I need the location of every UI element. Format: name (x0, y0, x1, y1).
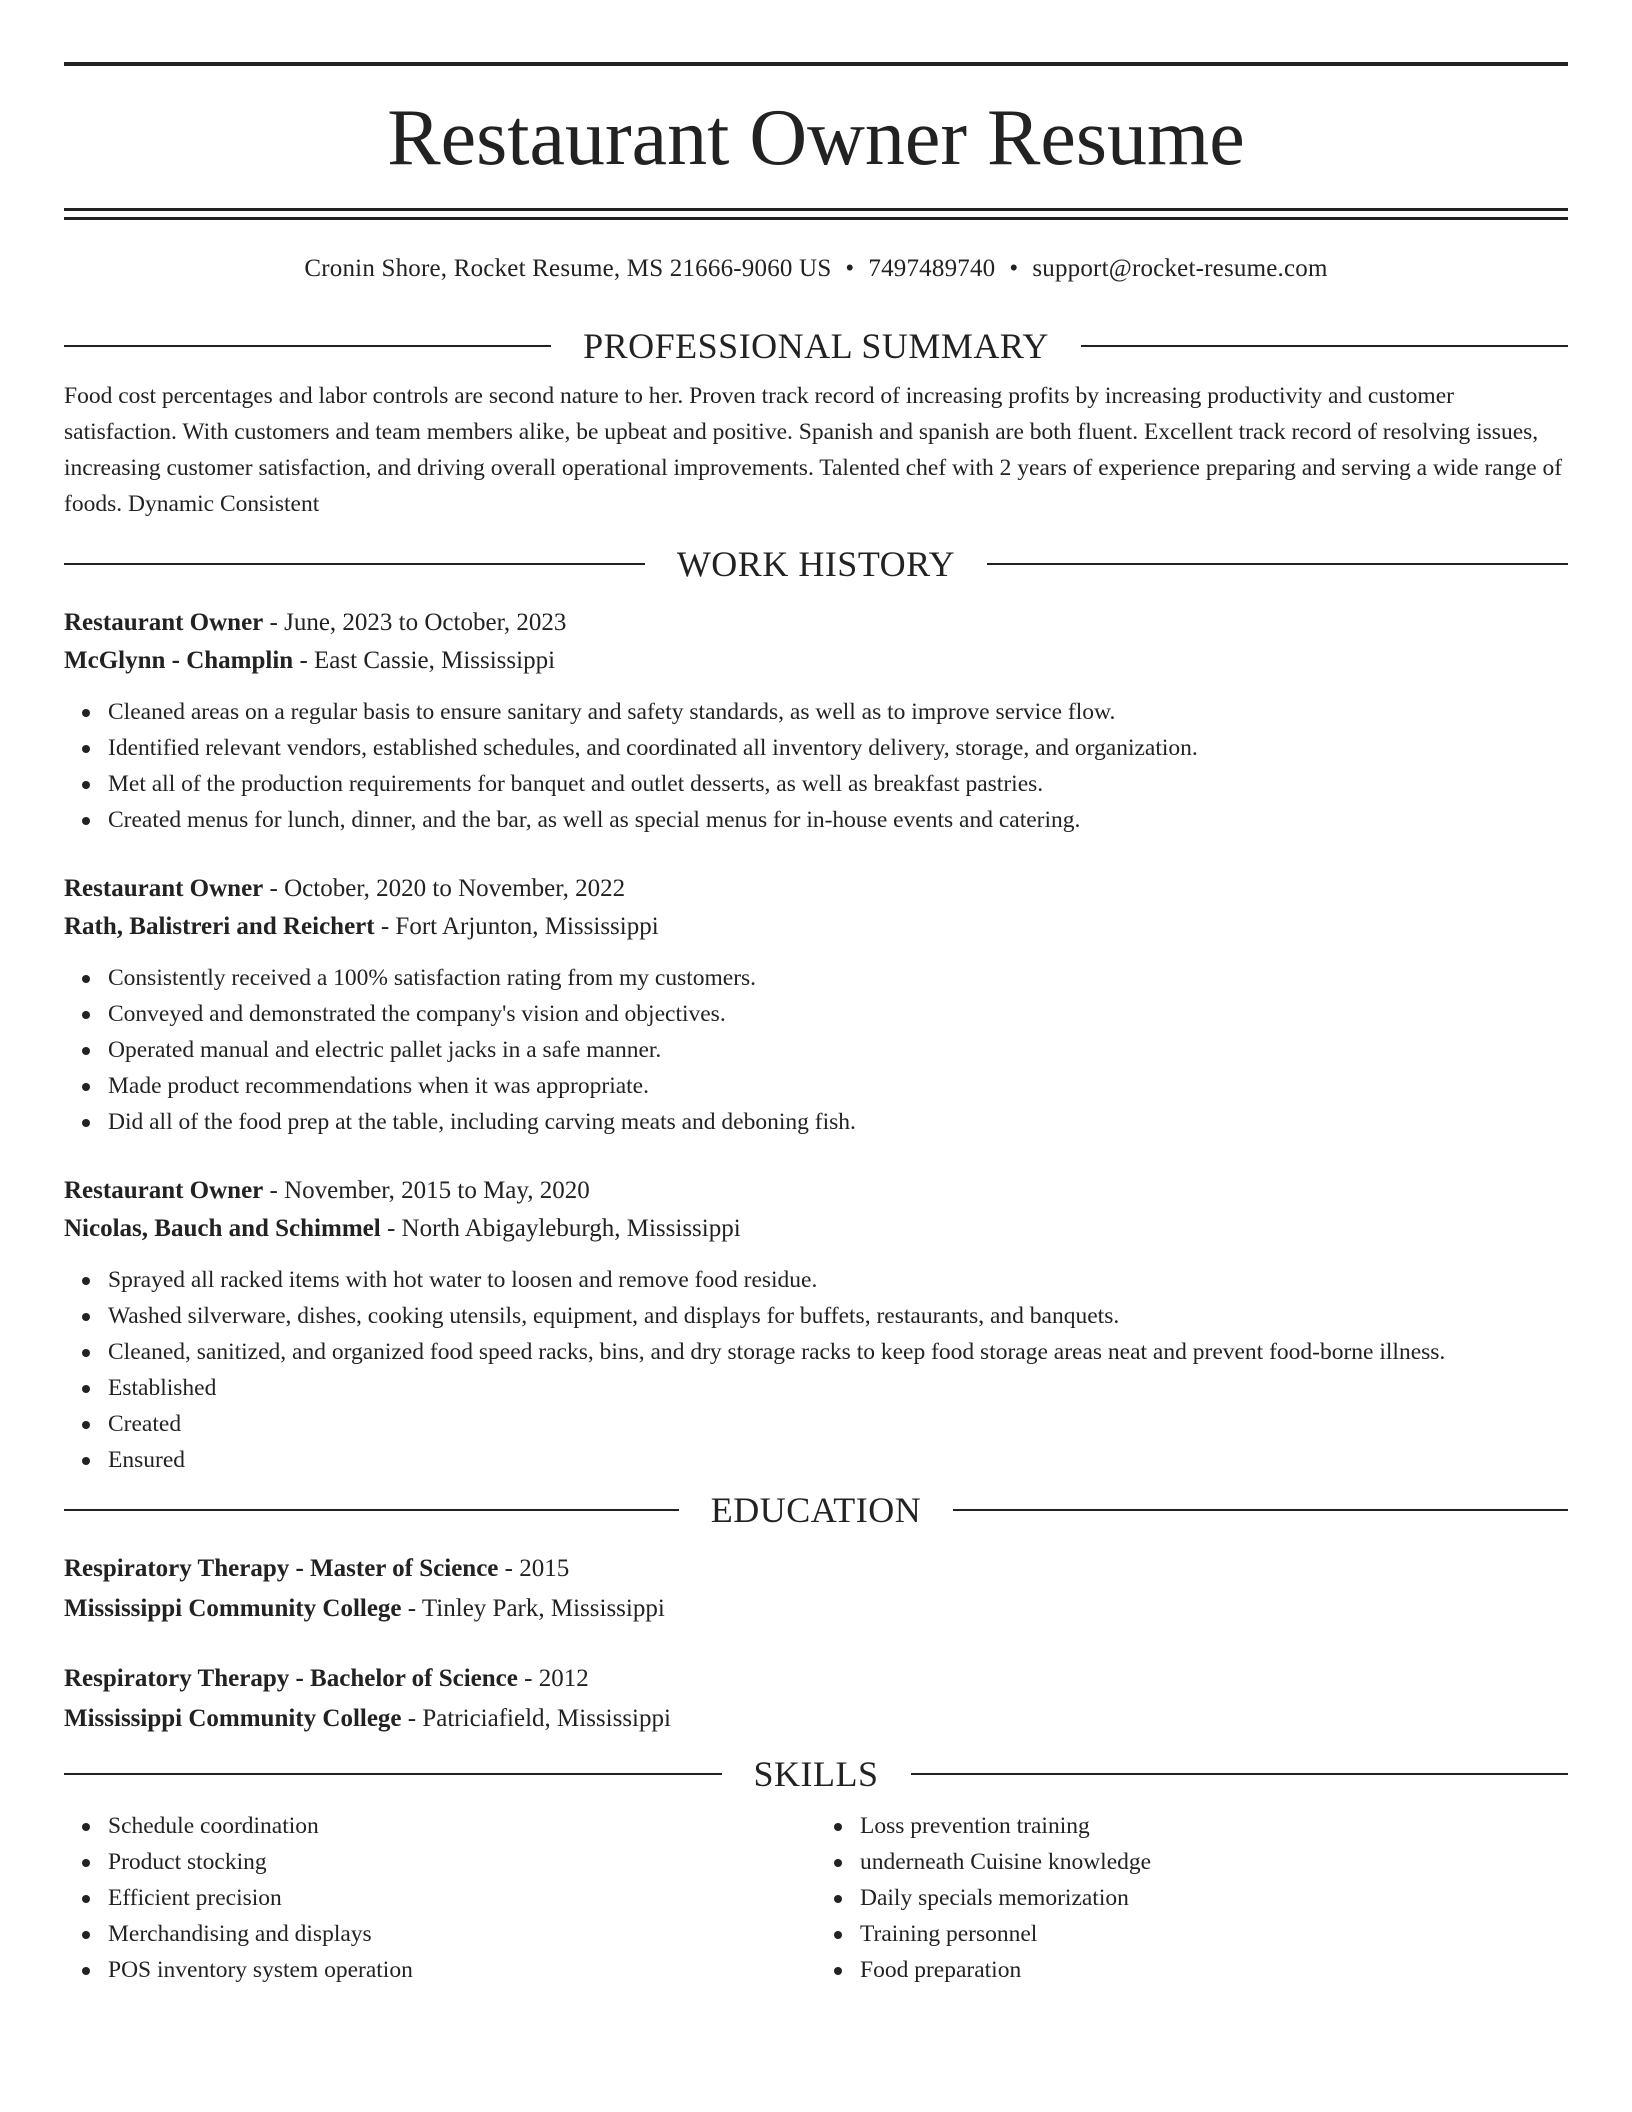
job-bullet: Did all of the food prep at the table, including carving meats and deboning fish. (108, 1104, 1568, 1140)
summary-text: Food cost percentages and labor controls are second nature to her. Proven track record of increasing profits by increasing productivity and customer satisfaction. With customers and team members alike, be upbeat and positive. Spanish and spanish are both fluent. Excellent track record of resolving issues, increasing customer satisfaction, and driving overall operational improvements. Talented chef with 2 years of experience preparing and serving a wide range of foods. Dynamic Consistent (64, 383, 1563, 517)
heading-rule-right (953, 1509, 1568, 1511)
summary-heading: PROFESSIONAL SUMMARY (583, 326, 1049, 366)
skill-item: Schedule coordination (108, 1808, 816, 1844)
education-entry (64, 1550, 1568, 1628)
contact-separator: • (1009, 255, 1019, 282)
work-heading: WORK HISTORY (676, 544, 956, 584)
heading-rule-left (64, 1773, 722, 1775)
job-title-line (64, 604, 1568, 642)
school-line (64, 1700, 1568, 1738)
job-bullet: Identified relevant vendors, established schedules, and coordinated all inventory delivery, storage, and organization. (108, 730, 1568, 766)
degree: Respiratory Therapy - Master of Science (64, 1555, 499, 1582)
work-section-heading (64, 542, 1568, 586)
job-company-line (64, 908, 1568, 946)
job-title-line (64, 1172, 1568, 1210)
skill-item: underneath Cuisine knowledge (860, 1844, 1568, 1880)
job-bullet: Cleaned, sanitized, and organized food speed racks, bins, and dry storage racks to keep food storage areas neat and prevent food-borne illness. (108, 1334, 1568, 1370)
degree-year: - 2015 (504, 1555, 570, 1582)
job-bullets (64, 1262, 1568, 1478)
job-dates: - October, 2020 to November, 2022 (269, 875, 626, 902)
job-bullets (64, 960, 1568, 1140)
degree-year: - 2012 (524, 1665, 589, 1692)
education-section-heading (64, 1488, 1568, 1532)
summary-section-heading (64, 324, 1568, 368)
skill-item: Product stocking (108, 1844, 816, 1880)
skill-item: Food preparation (860, 1952, 1568, 1988)
job-entry (64, 1172, 1568, 1478)
contact-line (64, 254, 1568, 284)
job-bullets (64, 694, 1568, 838)
job-bullet: Met all of the production requirements for banquet and outlet desserts, as well as breakfast pastries. (108, 766, 1568, 802)
contact-separator: • (845, 255, 855, 282)
school-location: - Patriciafield, Mississippi (407, 1705, 671, 1732)
job-company-line (64, 642, 1568, 680)
job-bullet: Ensured (108, 1442, 1568, 1478)
heading-rule-left (64, 1509, 679, 1511)
degree-line (64, 1550, 1568, 1588)
skills-list-left (64, 1808, 816, 1988)
top-rule (64, 62, 1568, 66)
job-bullet: Created (108, 1406, 1568, 1442)
skill-item: Training personnel (860, 1916, 1568, 1952)
degree-line (64, 1660, 1568, 1698)
job-bullet: Operated manual and electric pallet jacks in a safe manner. (108, 1032, 1568, 1068)
heading-rule-left (64, 563, 645, 565)
education-heading: EDUCATION (710, 1490, 922, 1530)
school: Mississippi Community College (64, 1595, 402, 1622)
job-company: McGlynn - Champlin (64, 647, 294, 674)
job-bullet: Washed silverware, dishes, cooking utensils, equipment, and displays for buffets, restaurants, and banquets. (108, 1298, 1568, 1334)
education-entry (64, 1660, 1568, 1738)
resume-title: Restaurant Owner Resume (387, 94, 1245, 182)
job-company: Nicolas, Bauch and Schimmel (64, 1215, 381, 1242)
skill-item: Efficient precision (108, 1880, 816, 1916)
skills-list-right (816, 1808, 1568, 1988)
heading-rule-right (911, 1773, 1569, 1775)
job-title: Restaurant Owner (64, 875, 264, 902)
job-location: - East Cassie, Mississippi (299, 647, 556, 674)
skills-columns (64, 1808, 1568, 1988)
job-dates: - June, 2023 to October, 2023 (269, 609, 567, 636)
contact-phone: 7497489740 (868, 255, 996, 282)
job-entry (64, 870, 1568, 1140)
job-bullet: Sprayed all racked items with hot water to loosen and remove food residue. (108, 1262, 1568, 1298)
job-dates: - November, 2015 to May, 2020 (269, 1177, 590, 1204)
job-title: Restaurant Owner (64, 1177, 264, 1204)
heading-rule-right (1081, 345, 1568, 347)
degree: Respiratory Therapy - Bachelor of Science (64, 1665, 518, 1692)
job-bullet: Conveyed and demonstrated the company's vision and objectives. (108, 996, 1568, 1032)
job-bullet: Established (108, 1370, 1568, 1406)
title-double-rule (64, 208, 1568, 220)
job-company-line (64, 1210, 1568, 1248)
job-bullet: Created menus for lunch, dinner, and the bar, as well as special menus for in-house events and catering. (108, 802, 1568, 838)
job-bullet: Made product recommendations when it was appropriate. (108, 1068, 1568, 1104)
school-line (64, 1590, 1568, 1628)
school-location: - Tinley Park, Mississippi (407, 1595, 665, 1622)
school: Mississippi Community College (64, 1705, 402, 1732)
job-location: - North Abigayleburgh, Mississippi (386, 1215, 741, 1242)
skill-item: Daily specials memorization (860, 1880, 1568, 1916)
heading-rule-left (64, 345, 551, 347)
job-bullet: Consistently received a 100% satisfaction rating from my customers. (108, 960, 1568, 996)
heading-rule-right (987, 563, 1568, 565)
skills-heading: SKILLS (753, 1754, 879, 1794)
resume-page (64, 62, 1568, 1988)
skill-item: Merchandising and displays (108, 1916, 816, 1952)
skills-section-heading (64, 1752, 1568, 1796)
skill-item: POS inventory system operation (108, 1952, 816, 1988)
job-title-line (64, 870, 1568, 908)
job-company: Rath, Balistreri and Reichert (64, 913, 375, 940)
job-location: - Fort Arjunton, Mississippi (380, 913, 659, 940)
job-title: Restaurant Owner (64, 609, 264, 636)
contact-email: support@rocket-resume.com (1032, 255, 1328, 282)
contact-address: Cronin Shore, Rocket Resume, MS 21666-9060 US (304, 255, 832, 282)
job-entry (64, 604, 1568, 838)
skill-item: Loss prevention training (860, 1808, 1568, 1844)
job-bullet: Cleaned areas on a regular basis to ensure sanitary and safety standards, as well as to improve service flow. (108, 694, 1568, 730)
